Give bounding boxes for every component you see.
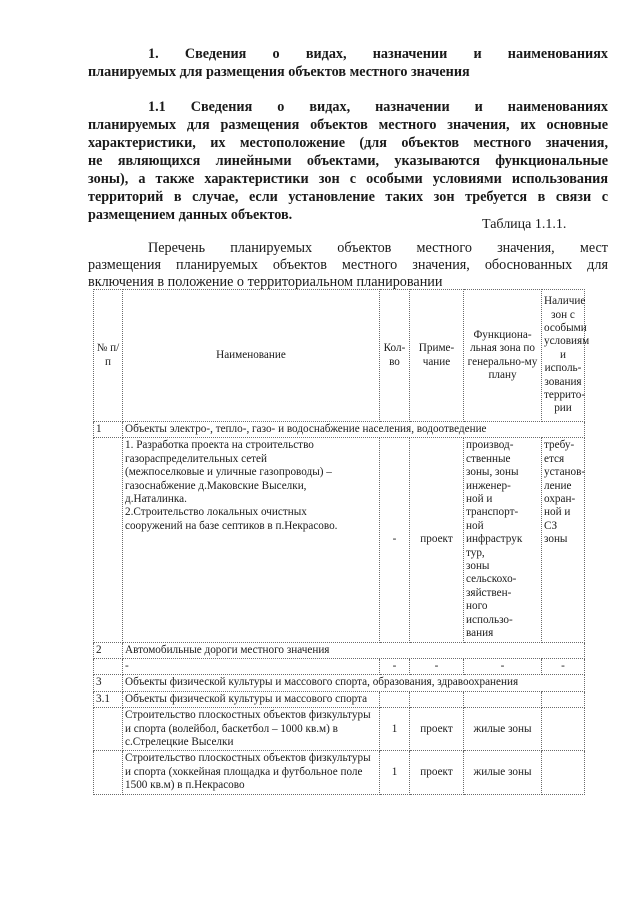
row-number bbox=[94, 658, 123, 674]
subsection-title: Объекты физической культуры и массового спорта bbox=[123, 691, 380, 707]
table-header-row bbox=[94, 290, 585, 422]
section-row bbox=[94, 642, 585, 658]
object-note: проект bbox=[410, 438, 464, 642]
object-qty: 1 bbox=[380, 751, 410, 794]
heading-line: размещением данных объектов. bbox=[88, 207, 293, 223]
heading-line: планируемых для размещения объектов местного значения, их основные bbox=[88, 117, 608, 133]
object-note: проект bbox=[410, 751, 464, 794]
object-special-zone: - bbox=[542, 658, 585, 674]
table-row bbox=[94, 438, 585, 642]
intro-line: Перечень планируемых объектов местного значения, мест bbox=[148, 240, 608, 256]
subsection-row bbox=[94, 691, 585, 707]
heading-line: 1.1 Сведения о видах, назначении и наименованиях bbox=[148, 99, 608, 115]
table-intro bbox=[88, 240, 608, 291]
section-row bbox=[94, 675, 585, 691]
table-caption: Таблица 1.1.1. bbox=[482, 217, 567, 232]
table-row bbox=[94, 751, 585, 794]
header-zone: Функциона-льная зона по генерально-му плану bbox=[464, 290, 542, 422]
object-qty: 1 bbox=[380, 708, 410, 751]
empty-cell bbox=[464, 691, 542, 707]
heading-line: 1. Сведения о видах, назначении и наименованиях bbox=[148, 46, 608, 62]
row-number bbox=[94, 438, 123, 642]
section-number: 1 bbox=[94, 422, 123, 438]
object-qty: - bbox=[380, 658, 410, 674]
empty-cell bbox=[542, 691, 585, 707]
object-name: 1. Разработка проекта на строительство газораспределительных сетей (межпоселковые и уличные газопроводы) – газоснабжение д.Маковские Выселки, д.Наталинка. 2.Строительство локальных очистных сооружений на базе септиков в п.Некрасово. bbox=[123, 438, 380, 642]
object-zone: производ- ственные зоны, зоны инженер- ной и транспорт- ной инфраструк тур, зоны сельскохо- зяйствен- ного использо- вания bbox=[464, 438, 542, 642]
heading-line: планируемых для размещения объектов местного значения bbox=[88, 64, 470, 80]
row-number bbox=[94, 751, 123, 794]
section-heading-1-1 bbox=[88, 98, 608, 224]
heading-line: территорий в случае, если установление таких зон требуется в связи с bbox=[88, 189, 608, 205]
object-zone: жилые зоны bbox=[464, 751, 542, 794]
intro-line: включения в положение о территориальном планировании bbox=[88, 274, 443, 290]
section-title: Объекты электро-, тепло-, газо- и водоснабжение населения, водоотведение bbox=[123, 422, 585, 438]
object-zone: - bbox=[464, 658, 542, 674]
subsection-number: 3.1 bbox=[94, 691, 123, 707]
header-special: Наличие зон с особыми условиям и исполь-зования террито-рии bbox=[542, 290, 585, 422]
empty-cell bbox=[542, 751, 585, 794]
intro-line: размещения планируемых объектов местного значения, обоснованных для bbox=[88, 257, 608, 273]
table-row bbox=[94, 658, 585, 674]
object-note: проект bbox=[410, 708, 464, 751]
object-special-zone: требу- ется установ- ление охран- ной и СЗ зоны bbox=[542, 438, 585, 642]
header-qty: Кол-во bbox=[380, 290, 410, 422]
header-name: Наименование bbox=[123, 290, 380, 422]
header-note: Приме-чание bbox=[410, 290, 464, 422]
object-name: Строительство плоскостных объектов физкультуры и спорта (хоккейная площадка и футбольное поле 1500 кв.м) в п.Некрасово bbox=[123, 751, 380, 794]
empty-cell bbox=[542, 708, 585, 751]
header-num: № п/п bbox=[94, 290, 123, 422]
row-number bbox=[94, 708, 123, 751]
object-note: - bbox=[410, 658, 464, 674]
section-row bbox=[94, 422, 585, 438]
heading-line: не являющихся линейными объектами, указываются функциональные bbox=[88, 153, 608, 169]
section-title: Объекты физической культуры и массового спорта, образования, здравоохранения bbox=[123, 675, 585, 691]
section-number: 2 bbox=[94, 642, 123, 658]
heading-line: зоны), а также характеристики зон с особыми условиями использования bbox=[88, 171, 608, 187]
table-row bbox=[94, 708, 585, 751]
empty-cell bbox=[410, 691, 464, 707]
object-zone: жилые зоны bbox=[464, 708, 542, 751]
section-number: 3 bbox=[94, 675, 123, 691]
object-qty: - bbox=[380, 438, 410, 642]
section-title: Автомобильные дороги местного значения bbox=[123, 642, 585, 658]
planned-objects-table bbox=[93, 289, 590, 795]
object-name: Строительство плоскостных объектов физкультуры и спорта (волейбол, баскетбол – 1000 кв.м) в с.Стрелецкие Выселки bbox=[123, 708, 380, 751]
section-heading-1 bbox=[88, 45, 608, 81]
object-name: - bbox=[123, 658, 380, 674]
heading-line: характеристики, их местоположение (для объектов местного значения, bbox=[88, 135, 608, 151]
empty-cell bbox=[380, 691, 410, 707]
